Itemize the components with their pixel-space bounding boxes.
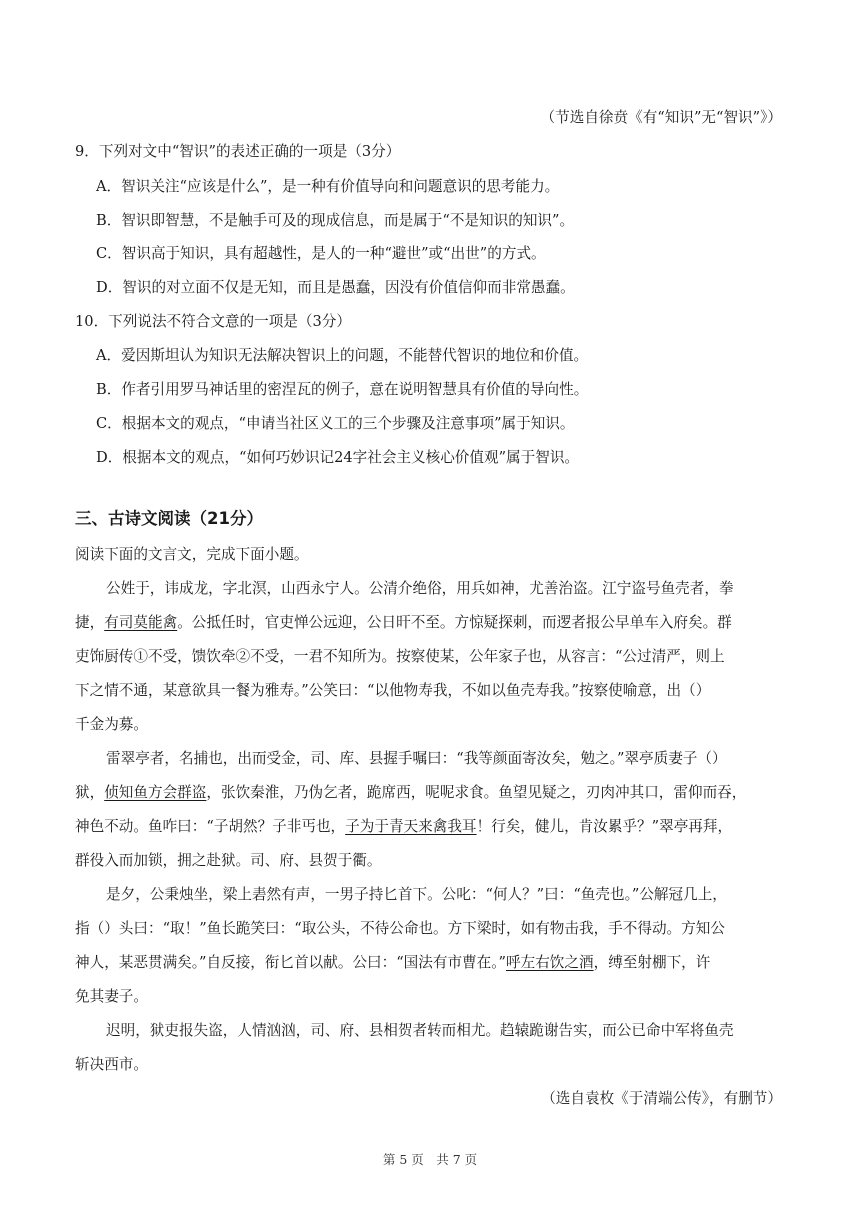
passage-p3-line2: 指（）头曰：“取！”鱼长跪笑曰：“取公头，不待公命也。方下梁时，如有物击我，手不得动。方知公 [75,920,725,937]
question-10-option-d: D．根据本文的观点，“如何巧妙识记24字社会主义核心价值观”属于智识。 [96,449,580,466]
question-10-option-a: A．爱因斯坦认为知识无法解决智识上的问题，不能替代智识的地位和价值。 [96,347,589,364]
passage-p3-line1: 是夕，公秉烛坐，梁上砉然有声，一男子持匕首下。公叱：“何人？”曰：“鱼壳也。”公解冠几上， [106,886,727,903]
question-10-stem: 10．下列说法不符合文意的一项是（3分） [75,313,351,330]
passage-p3-line3: 神人，某恶贯满矣。”自反接，衔匕首以献。公曰：“国法有市曹在。”呼左右饮之酒，缚至射棚下，许 [75,954,711,971]
question-10-option-c: C．根据本文的观点，“申请当社区义工的三个步骤及注意事项”属于知识。 [96,415,575,432]
section-heading: 三、古诗文阅读（21分） [75,509,263,528]
question-9-option-b: B．智识即智慧，不是触手可及的现成信息，而是属于“不是知识的知识”。 [96,212,575,229]
passage-p1-line5: 千金为募。 [75,716,148,733]
underlined-sentence-4: 呼左右饮之酒 [506,954,594,971]
source-citation-top: （节选自徐贲《有“知识”无“智识”》） [540,109,782,126]
underlined-sentence-1: 有司莫能禽 [104,614,178,631]
passage-p3-line4: 免其妻子。 [75,988,148,1005]
page-footer: 第 5 页 共 7 页 [382,1152,478,1167]
passage-p2-line2: 狱，侦知鱼方会群盗，张饮秦淮，乃伪乞者，跪席西，呢呢求食。鱼望见疑之，刃肉冲其口，雷仰而吞， [75,784,747,801]
source-citation-bottom: （选自袁枚《于清端公传》，有删节） [541,1090,782,1107]
passage-p1-line4: 下之情不通，某意欲具一餐为雅寿。”公笑曰：“以他物寿我，不如以鱼壳寿我。”按察使喻意，出（） [75,682,711,699]
reading-instruction: 阅读下面的文言文，完成下面小题。 [75,546,309,563]
passage-p4-line1: 迟明，狱吏报失盗，人情汹汹，司、府、县相贺者转而相尤。趋辕跪谢告实，而公已命中军将鱼壳 [106,1022,734,1039]
underlined-sentence-3: 子为于青天来禽我耳 [345,818,477,835]
passage-p1-line3: 吏饰厨传①不受，馈饮牵②不受，一君不知所为。按察使某，公年家子也，从容言：“公过清严，则上 [75,648,725,665]
question-9-option-a: A．智识关注“应该是什么”，是一种有价值导向和问题意识的思考能力。 [96,178,560,195]
passage-p1-line1: 公姓于，讳成龙，字北溟，山西永宁人。公清介绝俗，用兵如神，尤善治盗。江宁盗号鱼壳者，拳 [106,580,734,597]
question-10-option-b: B．作者引用罗马神话里的密涅瓦的例子，意在说明智慧具有价值的导向性。 [96,381,589,398]
underlined-sentence-2: 侦知鱼方会群盗 [104,784,207,801]
passage-p1-line2: 捷，有司莫能禽。公抵任时，官吏惮公远迎，公日旰不至。方惊疑探刺，而逻者报公早单车入府矣。群 [75,614,732,631]
passage-p2-line4: 群役入而加锁，拥之赴狱。司、府、县贺于衢。 [75,852,382,869]
question-9-stem: 9．下列对文中“智识”的表述正确的一项是（3分） [75,143,401,160]
question-9-option-d: D．智识的对立面不仅是无知，而且是愚蠢，因没有价值信仰而非常愚蠢。 [96,279,575,296]
passage-p4-line2: 斩决西市。 [75,1056,148,1073]
question-9-option-c: C．智识高于知识，具有超越性，是人的一种“避世”或“出世”的方式。 [96,245,546,262]
passage-p2-line1: 雷翠亭者，名捕也，出而受金，司、库、县握手嘱曰：“我等颜面寄汝矣，勉之。”翠亭质妻子（） [106,750,727,767]
passage-p2-line3: 神色不动。鱼咋曰：“子胡然？子非丐也，子为于青天来禽我耳！行矣，健儿，肯汝累乎？”翠亭再拜， [75,818,733,835]
